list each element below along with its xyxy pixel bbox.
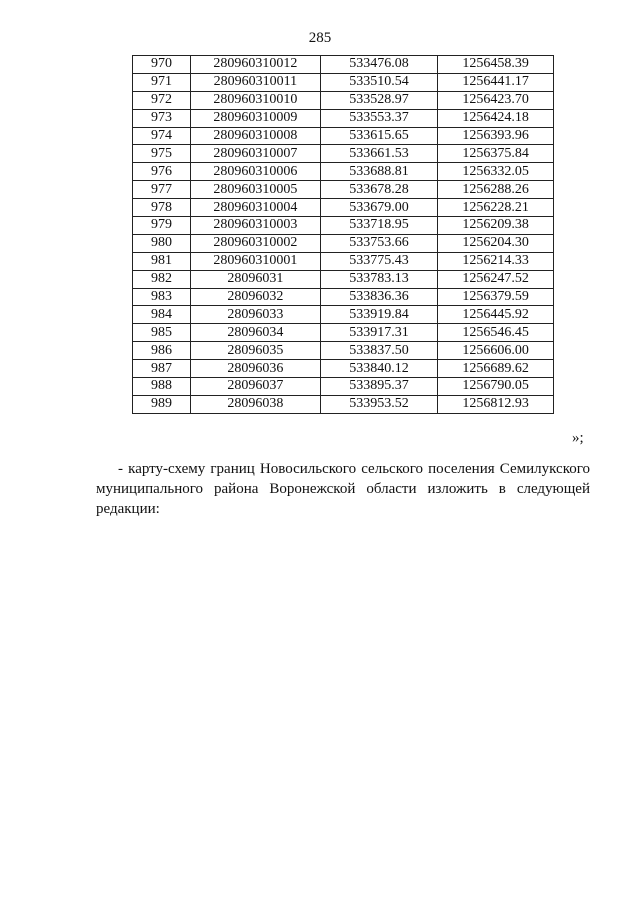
x-coordinate-cell: 533953.52 <box>320 395 437 413</box>
x-coordinate-cell: 533836.36 <box>320 288 437 306</box>
x-coordinate-cell: 533678.28 <box>320 181 437 199</box>
point-number-cell: 980 <box>133 234 191 252</box>
table-row <box>133 252 554 270</box>
x-coordinate-cell: 533917.31 <box>320 324 437 342</box>
point-number-cell: 982 <box>133 270 191 288</box>
point-id-cell: 28096037 <box>191 378 321 396</box>
point-id-cell: 280960310007 <box>191 145 321 163</box>
y-coordinate-cell: 1256214.33 <box>438 252 554 270</box>
y-coordinate-cell: 1256393.96 <box>438 127 554 145</box>
body-paragraph: - карту-схему границ Новосильского сельского поселения Семилукского муниципального района Воронежской области изложить в следующей редакции: <box>96 461 590 517</box>
point-number-cell: 989 <box>133 395 191 413</box>
table-row <box>133 127 554 145</box>
point-number-cell: 974 <box>133 127 191 145</box>
y-coordinate-cell: 1256424.18 <box>438 109 554 127</box>
x-coordinate-cell: 533753.66 <box>320 234 437 252</box>
point-id-cell: 280960310012 <box>191 56 321 74</box>
point-number-cell: 973 <box>133 109 191 127</box>
x-coordinate-cell: 533553.37 <box>320 109 437 127</box>
point-number-cell: 976 <box>133 163 191 181</box>
point-id-cell: 28096036 <box>191 360 321 378</box>
x-coordinate-cell: 533919.84 <box>320 306 437 324</box>
coordinates-table <box>132 55 554 414</box>
table-row <box>133 56 554 74</box>
x-coordinate-cell: 533528.97 <box>320 91 437 109</box>
page-number: 285 <box>308 30 332 46</box>
x-coordinate-cell: 533688.81 <box>320 163 437 181</box>
table-row <box>133 73 554 91</box>
table-row <box>133 91 554 109</box>
point-number-cell: 988 <box>133 378 191 396</box>
y-coordinate-cell: 1256288.26 <box>438 181 554 199</box>
x-coordinate-cell: 533837.50 <box>320 342 437 360</box>
point-id-cell: 28096035 <box>191 342 321 360</box>
y-coordinate-cell: 1256228.21 <box>438 199 554 217</box>
table-row <box>133 288 554 306</box>
table-row <box>133 181 554 199</box>
table-row <box>133 163 554 181</box>
x-coordinate-cell: 533661.53 <box>320 145 437 163</box>
table-row <box>133 306 554 324</box>
point-number-cell: 977 <box>133 181 191 199</box>
point-number-cell: 986 <box>133 342 191 360</box>
point-id-cell: 280960310008 <box>191 127 321 145</box>
y-coordinate-cell: 1256247.52 <box>438 270 554 288</box>
point-number-cell: 983 <box>133 288 191 306</box>
x-coordinate-cell: 533783.13 <box>320 270 437 288</box>
y-coordinate-cell: 1256204.30 <box>438 234 554 252</box>
point-id-cell: 280960310010 <box>191 91 321 109</box>
y-coordinate-cell: 1256445.92 <box>438 306 554 324</box>
y-coordinate-cell: 1256332.05 <box>438 163 554 181</box>
y-coordinate-cell: 1256790.05 <box>438 378 554 396</box>
point-id-cell: 280960310002 <box>191 234 321 252</box>
point-number-cell: 985 <box>133 324 191 342</box>
point-id-cell: 28096034 <box>191 324 321 342</box>
table-row <box>133 109 554 127</box>
table-row <box>133 342 554 360</box>
y-coordinate-cell: 1256375.84 <box>438 145 554 163</box>
closing-quote: »; <box>572 430 584 446</box>
x-coordinate-cell: 533718.95 <box>320 217 437 235</box>
table-row <box>133 395 554 413</box>
point-id-cell: 280960310011 <box>191 73 321 91</box>
point-number-cell: 972 <box>133 91 191 109</box>
table-row <box>133 199 554 217</box>
point-id-cell: 280960310005 <box>191 181 321 199</box>
point-number-cell: 978 <box>133 199 191 217</box>
y-coordinate-cell: 1256209.38 <box>438 217 554 235</box>
y-coordinate-cell: 1256546.45 <box>438 324 554 342</box>
x-coordinate-cell: 533775.43 <box>320 252 437 270</box>
point-number-cell: 975 <box>133 145 191 163</box>
x-coordinate-cell: 533840.12 <box>320 360 437 378</box>
point-number-cell: 971 <box>133 73 191 91</box>
point-number-cell: 981 <box>133 252 191 270</box>
y-coordinate-cell: 1256606.00 <box>438 342 554 360</box>
table-row <box>133 360 554 378</box>
x-coordinate-cell: 533510.54 <box>320 73 437 91</box>
point-id-cell: 280960310006 <box>191 163 321 181</box>
y-coordinate-cell: 1256812.93 <box>438 395 554 413</box>
y-coordinate-cell: 1256458.39 <box>438 56 554 74</box>
table-row <box>133 217 554 235</box>
point-number-cell: 979 <box>133 217 191 235</box>
table-row <box>133 324 554 342</box>
table-row <box>133 145 554 163</box>
x-coordinate-cell: 533476.08 <box>320 56 437 74</box>
point-id-cell: 280960310009 <box>191 109 321 127</box>
point-number-cell: 987 <box>133 360 191 378</box>
table-row <box>133 270 554 288</box>
x-coordinate-cell: 533615.65 <box>320 127 437 145</box>
y-coordinate-cell: 1256423.70 <box>438 91 554 109</box>
table-row <box>133 378 554 396</box>
point-number-cell: 970 <box>133 56 191 74</box>
y-coordinate-cell: 1256379.59 <box>438 288 554 306</box>
point-id-cell: 280960310001 <box>191 252 321 270</box>
y-coordinate-cell: 1256689.62 <box>438 360 554 378</box>
point-number-cell: 984 <box>133 306 191 324</box>
table-row <box>133 234 554 252</box>
point-id-cell: 280960310004 <box>191 199 321 217</box>
point-id-cell: 28096031 <box>191 270 321 288</box>
point-id-cell: 28096033 <box>191 306 321 324</box>
y-coordinate-cell: 1256441.17 <box>438 73 554 91</box>
x-coordinate-cell: 533895.37 <box>320 378 437 396</box>
x-coordinate-cell: 533679.00 <box>320 199 437 217</box>
table-body <box>133 56 554 414</box>
point-id-cell: 28096032 <box>191 288 321 306</box>
point-id-cell: 28096038 <box>191 395 321 413</box>
point-id-cell: 280960310003 <box>191 217 321 235</box>
